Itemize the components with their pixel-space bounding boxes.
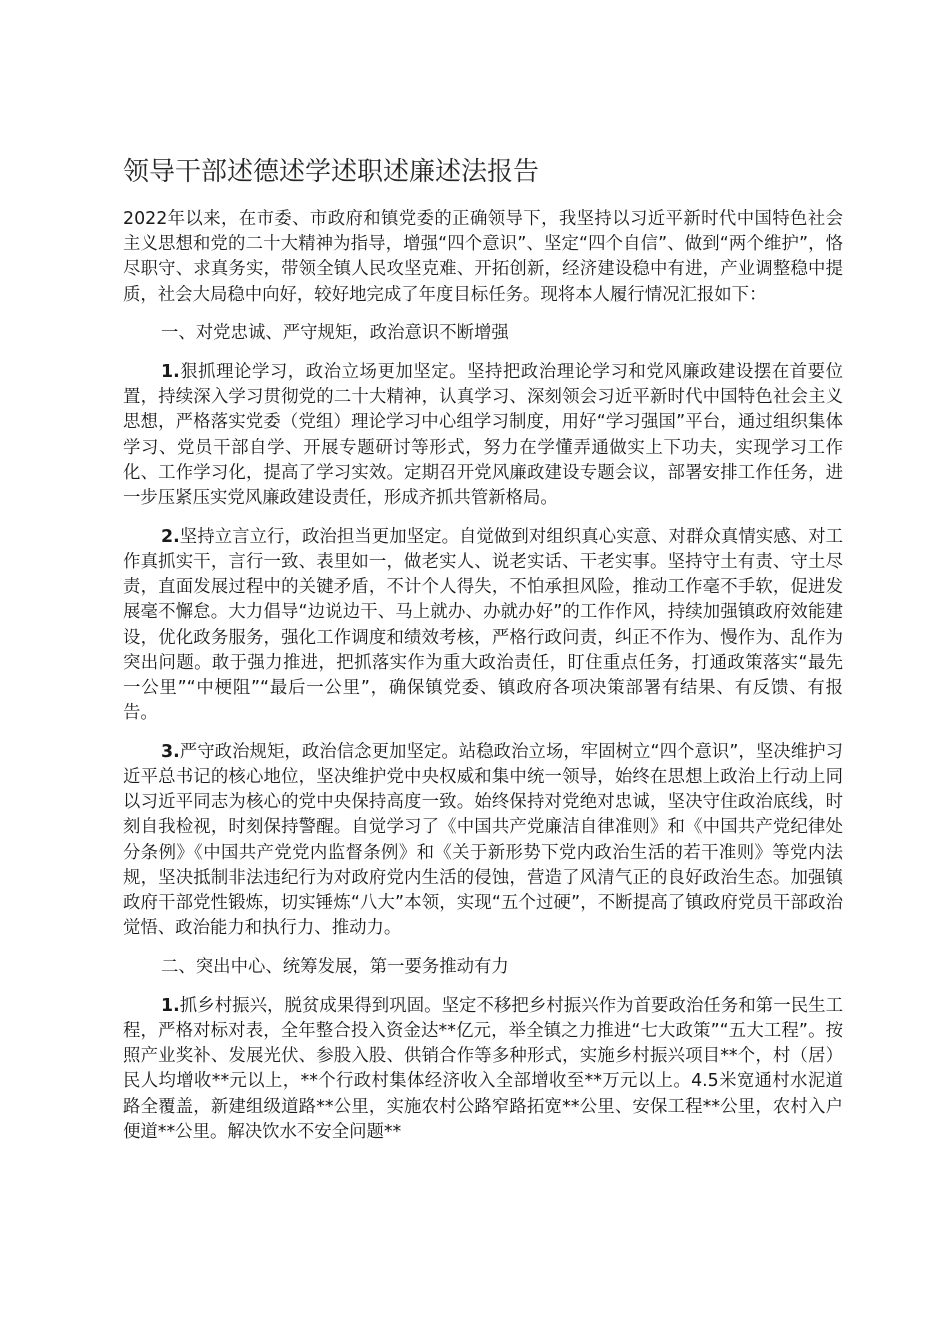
paragraph-2-1 xyxy=(123,994,843,1145)
item-number: 2. xyxy=(161,526,180,547)
paragraph-1-3 xyxy=(123,740,843,942)
item-text: 坚持立言立行，政治担当更加坚定。自觉做到对组织真心实意、对群众真情实感、对工作真抓实干，言行一致、表里如一，做老实人、说老实话、干老实事。坚持守土有责、守土尽责，直面发展过程中的关键矛盾，不计个人得失，不怕承担风险，推动工作毫不手软，促进发展毫不懈怠。大力倡导“边说边干、马上就办、办就办好”的工作作风，持续加强镇政府效能建设，优化政务服务，强化工作调度和绩效考核，严格行政问责，纠正不作为、慢作为、乱作为突出问题。敢于强力推进，把抓落实作为重大政治责任，盯住重点任务，打通政策落实“最先一公里”“中梗阻”“最后一公里”，确保镇党委、镇政府各项决策部署有结果、有反馈、有报告。 xyxy=(123,526,843,724)
paragraph-1-1 xyxy=(123,360,843,511)
intro-paragraph: 2022年以来，在市委、市政府和镇党委的正确领导下，我坚持以习近平新时代中国特色社会主义思想和党的二十大精神为指导，增强“四个意识”、坚定“四个自信”、做到“两个维护”，恪尽职守、求真务实，带领全镇人民攻坚克难、开拓创新，经济建设稳中有进，产业调整稳中提质，社会大局稳中向好，较好地完成了年度目标任务。现将本人履行情况汇报如下： xyxy=(123,209,843,305)
item-number: 1. xyxy=(161,995,180,1016)
section-heading-2: 二、突出中心、统筹发展，第一要务推动有力 xyxy=(161,956,509,977)
item-text: 狠抓理论学习，政治立场更加坚定。坚持把政治理论学习和党风廉政建设摆在首要位置，持续深入学习贯彻党的二十大精神，认真学习、深刻领会习近平新时代中国特色社会主义思想，严格落实党委（党组）理论学习中心组学习制度，用好“学习强国”平台，通过组织集体学习、党员干部自学、开展专题研讨等形式，努力在学懂弄通做实上下功夫，实现学习工作化、工作学习化，提高了学习实效。定期召开党风廉政建设专题会议，部署安排工作任务，进一步压紧压实党风廉政建设责任，形成齐抓共管新格局。 xyxy=(123,362,843,509)
paragraph-1-2 xyxy=(123,525,843,727)
item-number: 3. xyxy=(161,741,180,762)
document-title: 领导干部述德述学述职述廉述法报告 xyxy=(123,157,540,187)
item-number: 1. xyxy=(161,362,180,383)
item-text: 抓乡村振兴，脱贫成果得到巩固。坚定不移把乡村振兴作为首要政治任务和第一民生工程，严格对标对表，全年整合投入资金达**亿元，举全镇之力推进“七大政策”“五大工程”。按照产业奖补、发展光伏、参股入股、供销合作等多种形式，实施乡村振兴项目**个，村（居）民人均增收**元以上，**个行政村集体经济收入全部增收至**万元以上。4.5米宽通村水泥道路全覆盖，新建组级道路**公里，实施农村公路窄路拓宽**公里、安保工程**公里，农村入户便道**公里。解决饮水不安全问题** xyxy=(123,995,843,1142)
document-body xyxy=(123,207,843,1158)
item-text: 严守政治规矩，政治信念更加坚定。站稳政治立场，牢固树立“四个意识”，坚决维护习近平总书记的核心地位，坚决维护党中央权威和集中统一领导，始终在思想上政治上行动上同以习近平同志为核心的党中央保持高度一致。始终保持对党绝对忠诚，坚决守住政治底线，时刻自我检视，时刻保持警醒。自觉学习了《中国共产党廉洁自律准则》和《中国共产党纪律处分条例》《中国共产党党内监督条例》和《关于新形势下党内政治生活的若干准则》等党内法规，坚决抵制非法违纪行为对政府党内生活的侵蚀，营造了风清气正的良好政治生态。加强镇政府干部党性锻炼，切实锤炼“八大”本领，实现“五个过硬”，不断提高了镇政府党员干部政治觉悟、政治能力和执行力、推动力。 xyxy=(123,741,843,939)
section-heading-1: 一、对党忠诚、严守规矩，政治意识不断增强 xyxy=(161,323,509,344)
